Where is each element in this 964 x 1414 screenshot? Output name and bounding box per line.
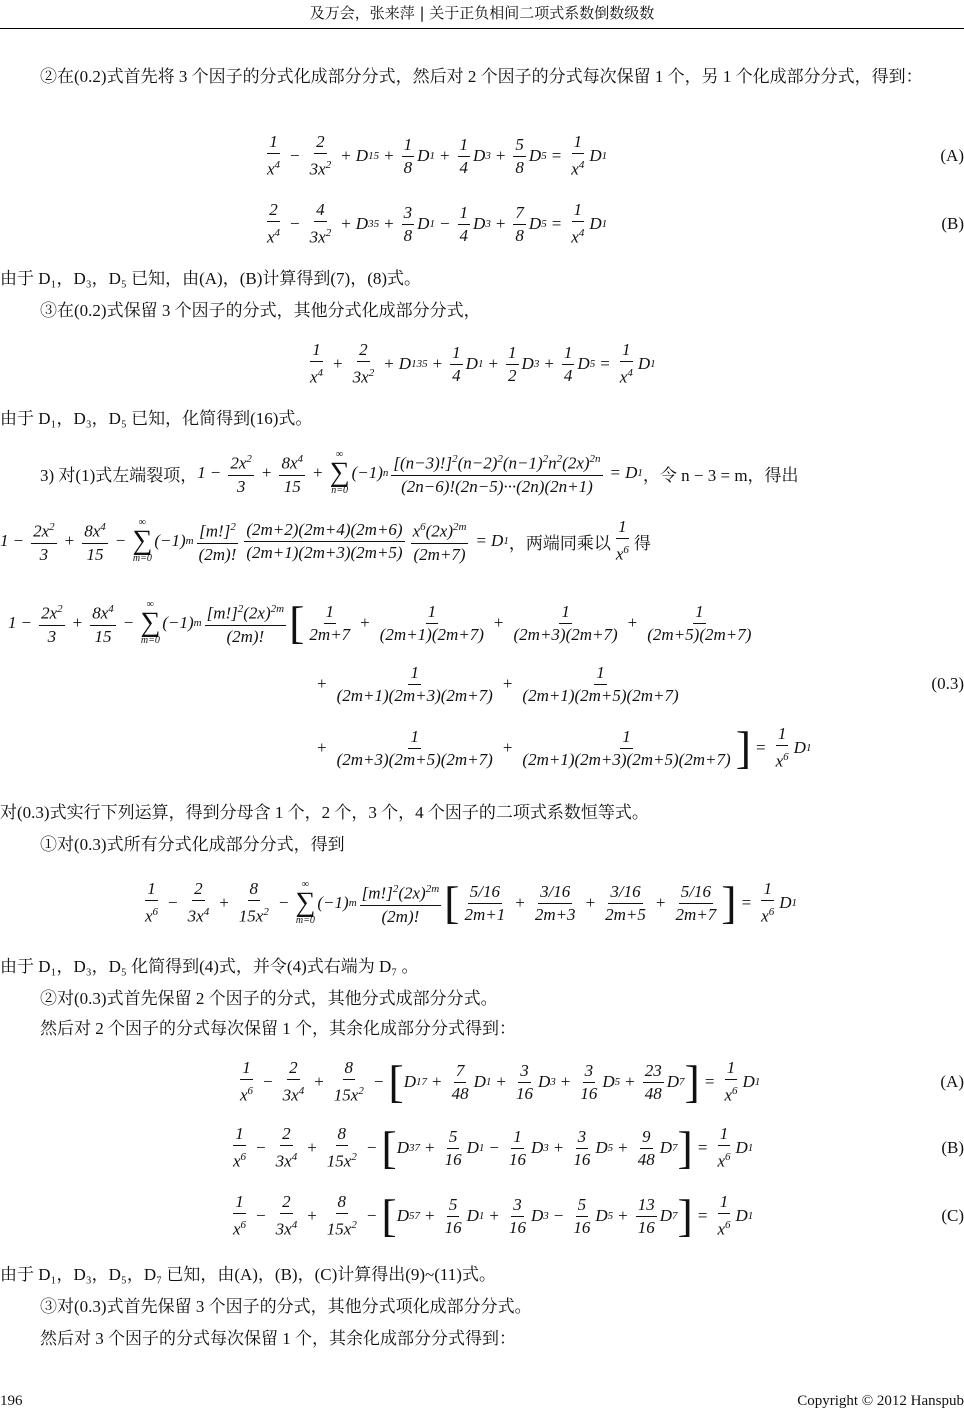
paragraph-13: ③对(0.3)式首先保留 3 个因子的分式，其他分式项化成部分分式。	[40, 1297, 532, 1316]
equation-b-2: $\frac{1}{x^6}$ − $\frac{2}{3x^4}$ + $\frac{8}{15x^2}$ − [ D 37 + $\frac{5}{16}$ D 1 − $\frac{1}{16}$ D 3 + $\frac{3}{16}$ D 5 + $\frac{9}{48}$ D 7 ] = $\frac{1}{x^6}$ D 1 (B)	[233, 1122, 964, 1173]
paragraph-2: 由于 D₁，D₃，D₅ 已知，由(A)，(B)计算得到(7)，(8)式。	[0, 269, 422, 288]
paragraph-5a: 3) 对(1)式左端裂项，	[40, 465, 198, 485]
paragraph-6b: ，两端同乘以	[508, 533, 611, 553]
equation-m-line: 1 − $\frac{2x^2}{3}$ + $\frac{8x^4}{15}$ − ∞ ∑ m=0 (−1) m $\frac{[m!]^2}{(2m)!}$ $\frac{(2m+2)(2m+4)(2m+6)}{(2m+1)(2m+3)(2m+5)}$ $\frac{x^6(2x)^{2m}}{(2m+7)}$ = D 1 ，两端同乘以 $\frac{1}{x^6}$ 得	[0, 517, 651, 564]
equation-0-3-line-1: 1 − $\frac{2x^2}{3}$ + $\frac{8x^4}{15}$ − ∞ ∑ m=0 (−1) m $\frac{[m!]^2(2x)^{2m}}{(2m)!}$ [ $\frac{1}{2m+7}$ + $\frac{1}{(2m+1)(2m+7)}$ + $\frac{1}{(2m+3)(2m+7)}$ + $\frac{1}{(2m+5)(2m+7)}$	[8, 597, 752, 648]
paragraph-5b: ，令 n − 3 = m，得出	[642, 465, 799, 485]
equation-a-2: $\frac{1}{x^6}$ − $\frac{2}{3x^4}$ + $\frac{8}{15x^2}$ − [ D 17 + $\frac{7}{48}$ D 1 + $\frac{3}{16}$ D 3 + $\frac{3}{16}$ D 5 + $\frac{23}{48}$ D 7 ] = $\frac{1}{x^6}$ D 1 (A)	[240, 1056, 964, 1107]
header-rule	[0, 28, 964, 29]
paragraph-11: 然后对 2 个因子的分式每次保留 1 个，其余化成部分分式得到：	[40, 1019, 516, 1038]
paragraph-6c: 得	[633, 533, 651, 553]
page-number: 196	[0, 1393, 23, 1409]
tag-0-3: (0.3)	[931, 674, 964, 693]
paragraph-3: ③在(0.2)式保留 3 个因子的分式，其他分式化成部分分式，	[40, 301, 481, 320]
paragraph-9: 由于 D₁，D₃，D₅ 化简得到(4)式，并令(4)式右端为 D₇ 。	[0, 957, 419, 976]
equation-0-3-line-2: + $\frac{1}{(2m+1)(2m+3)(2m+7)}$ + $\frac{1}{(2m+1)(2m+5)(2m+7)}$ (0.3)	[317, 662, 964, 705]
equation-0-3-line-3: + $\frac{1}{(2m+3)(2m+5)(2m+7)}$ + $\frac{1}{(2m+1)(2m+3)(2m+5)(2m+7)}$ ] = $\frac{1}{x^6}$ D 1	[317, 722, 812, 773]
paragraph-12: 由于 D₁，D₃，D₅，D₇ 已知，由(A)，(B)，(C)计算得出(9)~(11)式。	[0, 1265, 496, 1284]
paragraph-7: 对(0.3)式实行下列运算，得到分母含 1 个，2 个，3 个，4 个因子的二项式系数恒等式。	[0, 803, 649, 822]
tag-c: (C)	[941, 1206, 964, 1225]
paragraph-8: ①对(0.3)式所有分式化成部分分式，得到	[40, 835, 345, 854]
paragraph-1: ②在(0.2)式首先将 3 个因子的分式化成部分分式，然后对 2 个因子的分式每次保留 1 个，另 1 个化成部分分式，得到：	[40, 67, 923, 86]
tag-a-2: (A)	[940, 1072, 964, 1091]
running-header: 及万会，张来萍 | 关于正负相间二项式系数倒数级数	[309, 4, 655, 22]
paragraph-14: 然后对 3 个因子的分式每次保留 1 个，其余化成部分分式得到：	[40, 1329, 516, 1348]
paragraph-4: 由于 D₁，D₃，D₅ 已知，化简得到(16)式。	[0, 409, 313, 428]
equation-c-2: $\frac{1}{x^6}$ − $\frac{2}{3x^4}$ + $\frac{8}{15x^2}$ − [ D 57 + $\frac{5}{16}$ D 1 + $\frac{3}{16}$ D 3 − $\frac{5}{16}$ D 5 + $\frac{13}{16}$ D 7 ] = $\frac{1}{x^6}$ D 1 (C)	[233, 1190, 964, 1241]
paragraph-10: ②对(0.3)式首先保留 2 个因子的分式，其他分式成部分分式。	[40, 989, 498, 1008]
equation-partial-fractions: $\frac{1}{x^6}$ − $\frac{2}{3x^4}$ + $\frac{8}{15x^2}$ − ∞ ∑ m=0 (−1) m $\frac{[m!]^2(2x)^{2m}}{(2m)!}$ [ $\frac{5/16}{2m+1}$ + $\frac{3/16}{2m+3}$ + $\frac{3/16}{2m+5}$ + $\frac{5/16}{2m+7}$ ] = $\frac{1}{x^6}$ D 1	[145, 877, 797, 928]
copyright-notice: Copyright © 2012 Hanspub	[797, 1393, 964, 1409]
equation-b-1: $\frac{2}{x^4}$ − $\frac{4}{3x^2}$ + D 35 + $\frac{3}{8}$ D 1 − $\frac{1}{4}$ D 3 + $\frac{7}{8}$ D 5 = $\frac{1}{x^4}$ D 1 (B)	[267, 200, 964, 247]
tag-b: (B)	[941, 214, 964, 233]
equation-a-1: $\frac{1}{x^4}$ − $\frac{2}{3x^2}$ + D 15 + $\frac{1}{8}$ D 1 + $\frac{1}{4}$ D 3 + $\frac{5}{8}$ D 5 = $\frac{1}{x^4}$ D 1 (A)	[267, 132, 964, 179]
tag-b-2: (B)	[941, 1138, 964, 1157]
equation-d135: $\frac{1}{x^4}$ + $\frac{2}{3x^2}$ + D 135 + $\frac{1}{4}$ D 1 + $\frac{1}{2}$ D 3 + $\frac{1}{4}$ D 5 = $\frac{1}{x^4}$ D 1	[310, 340, 656, 387]
tag-a: (A)	[940, 146, 964, 165]
equation-split-line: 3) 对(1)式左端裂项， 1 − $\frac{2x^2}{3}$ + $\frac{8x^4}{15}$ + ∞ ∑ n=0 (−1) n $\frac{[(n-3)!]^2(n-2)^2(n-1)^2n^2(2x)^{2n}}{(2n-6)!(2n-5)\cdot\cdot\cdot(2n)(2n+1)}$ = D 1 ，令 n − 3 = m，得出	[40, 449, 799, 496]
